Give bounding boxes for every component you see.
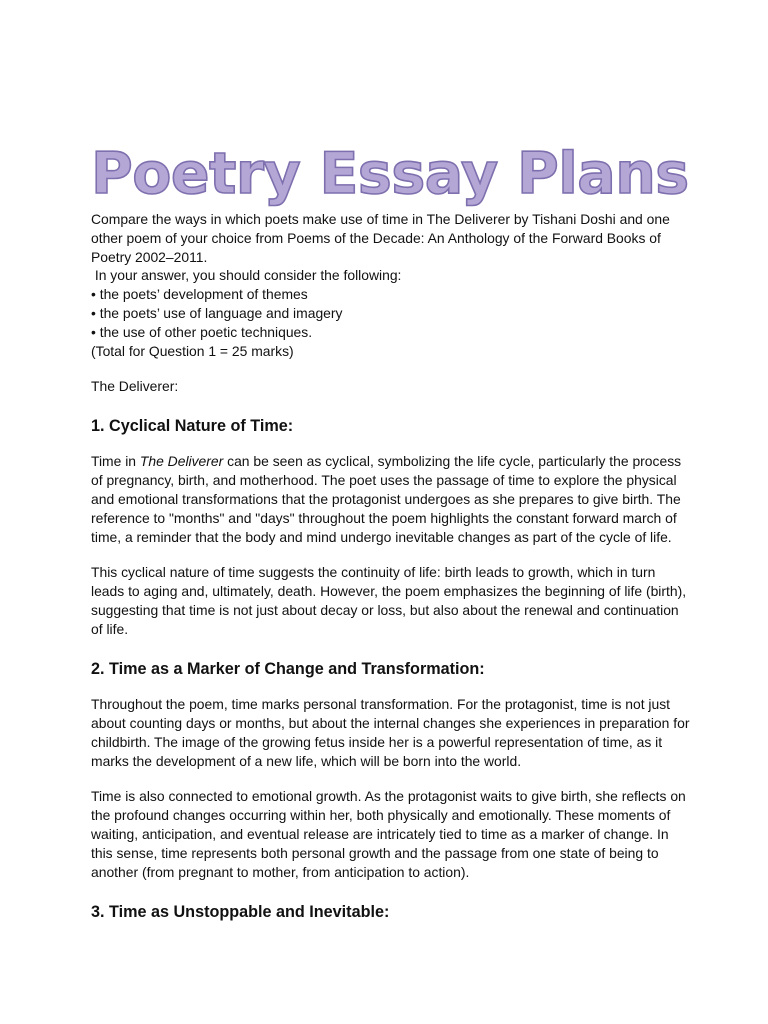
paragraph-rest: can be seen as cyclical, symbolizing the life cycle, particularly the process of pregnancy, birth, and motherhood. The poet uses the passage of time to explore the physical and emotional transformations that the protagonist undergoes as she prepares to give birth. The reference to "months" and "days" throughout the poem highlights the constant forward march of time, a reminder that the body and mind undergo inevitable changes as part of the cycle of life. [91, 453, 682, 546]
body-paragraph [91, 452, 691, 547]
question-bullet: • the poets’ use of language and imagery [91, 304, 343, 321]
body-paragraph: Time is also connected to emotional growth. As the protagonist waits to give birth, she reflects on the profound changes occurring within her, both physically and emotionally. These moments of waiting, anticipation, and eventual release are intricately tied to time as a marker of change. In this sense, time represents both personal growth and the passage from one state of being to another (from pregnant to mother, from anticipation to action). [91, 788, 686, 881]
section-heading: 1. Cyclical Nature of Time: [91, 417, 294, 436]
question-instruction: In your answer, you should consider the following: [91, 267, 402, 284]
essay-question [91, 210, 691, 360]
body-paragraph: This cyclical nature of time suggests the continuity of life: birth leads to growth, which in turn leads to aging and, ultimately, death. However, the poem emphasizes the beginning of life (birth), suggesting that time is not just about decay or loss, but also about the renewal and continuation of life. [91, 564, 687, 638]
poem-label: The Deliverer: [91, 378, 179, 395]
section-heading: 2. Time as a Marker of Change and Transformation: [91, 660, 485, 679]
question-bullet: • the poets’ development of themes [91, 286, 308, 303]
question-bullet: • the use of other poetic techniques. [91, 323, 313, 340]
question-line: Poetry 2002–2011. [91, 248, 208, 265]
poem-title-italic: The Deliverer [139, 453, 224, 470]
question-line: other poem of your choice from Poems of the Decade: An Anthology of the Forward Books of [91, 229, 661, 246]
question-marks: (Total for Question 1 = 25 marks) [91, 342, 294, 359]
document-title: Poetry Essay Plans [91, 141, 689, 207]
paragraph-lead: Time in [91, 453, 140, 470]
section-heading: 3. Time as Unstoppable and Inevitable: [91, 903, 390, 922]
body-paragraph: Throughout the poem, time marks personal transformation. For the protagonist, time is not just about counting days or months, but about the internal changes she experiences in preparation for childbirth. The image of the growing fetus inside her is a powerful representation of time, as it marks the development of a new life, which will be born into the world. [91, 696, 690, 770]
document-page [91, 138, 691, 922]
question-line: Compare the ways in which poets make use of time in The Deliverer by Tishani Doshi and one [91, 211, 670, 227]
